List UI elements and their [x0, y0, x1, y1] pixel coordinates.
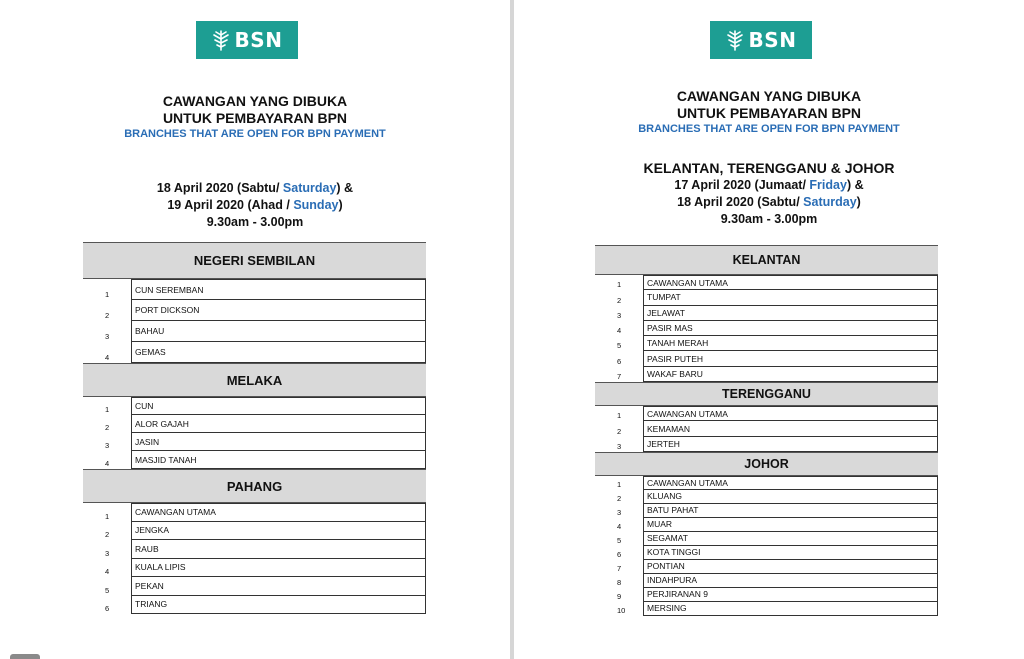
branch-name: JELAWAT: [643, 306, 938, 321]
branch-name: SEGAMAT: [643, 532, 938, 546]
bsn-logo: [196, 21, 298, 59]
row-number: 1: [617, 411, 622, 421]
table-row: [595, 290, 938, 305]
table-row: [595, 306, 938, 321]
subtitle: BRANCHES THAT ARE OPEN FOR BPN PAYMENT: [638, 123, 900, 135]
table-row: [595, 560, 938, 574]
row-number: 6: [617, 356, 622, 366]
branch-name: CAWANGAN UTAMA: [643, 476, 938, 490]
branch-name: PONTIAN: [643, 560, 938, 574]
row-number: 3: [617, 441, 622, 451]
branch-table-right: [595, 245, 938, 616]
date-line-1: 17 April 2020 (Jumaat/ Friday) &: [674, 178, 864, 192]
section-header: JOHOR: [595, 452, 938, 476]
region-title: KELANTAN, TERENGGANU & JOHOR: [643, 160, 895, 176]
branch-name: MASJID TANAH: [131, 451, 426, 469]
row-number: 2: [617, 295, 622, 305]
table-row: [83, 522, 426, 541]
subtitle: BRANCHES THAT ARE OPEN FOR BPN PAYMENT: [124, 128, 386, 140]
branch-name: PORT DICKSON: [131, 300, 426, 321]
row-number: 2: [617, 426, 622, 436]
row-number: 6: [105, 604, 110, 613]
section-header: KELANTAN: [595, 245, 938, 275]
date-block-left: [0, 180, 510, 231]
branch-name: RAUB: [131, 540, 426, 559]
branch-name: MERSING: [643, 602, 938, 616]
table-row: [595, 504, 938, 518]
branch-name: JERTEH: [643, 437, 938, 452]
row-number: 4: [105, 567, 110, 576]
row-number: 4: [105, 353, 110, 362]
table-row: [595, 321, 938, 336]
row-number: 2: [105, 530, 110, 539]
date-line-1: 18 April 2020 (Sabtu/ Saturday) &: [156, 181, 354, 195]
row-number: 1: [617, 479, 622, 489]
row-number: 4: [617, 521, 622, 531]
row-number: 3: [617, 507, 622, 517]
row-number: 7: [617, 372, 622, 382]
branch-name: TANAH MERAH: [643, 336, 938, 351]
branch-name: CUN SEREMBAN: [131, 279, 426, 300]
row-number: 7: [617, 563, 622, 573]
row-number: 3: [105, 548, 110, 558]
table-row: [595, 367, 938, 382]
table-row: [83, 415, 426, 433]
title-line-1: CAWANGAN YANG DIBUKA: [162, 93, 348, 109]
branch-name: WAKAF BARU: [643, 367, 938, 382]
logo-text: BSN: [748, 28, 797, 52]
branch-name: PASIR PUTEH: [643, 351, 938, 366]
table-row: [83, 451, 426, 469]
row-number: 10: [617, 605, 626, 615]
branch-name: PEKAN: [131, 577, 426, 596]
branch-name: BATU PAHAT: [643, 504, 938, 518]
row-number: 5: [617, 535, 622, 545]
table-row: [83, 503, 426, 522]
row-number: 9: [617, 591, 622, 601]
branch-name: INDAHPURA: [643, 574, 938, 588]
section-header: PAHANG: [83, 469, 426, 503]
row-number: 2: [105, 311, 110, 320]
table-row: [595, 421, 938, 436]
branch-name: GEMAS: [131, 342, 426, 363]
row-number: 1: [617, 280, 622, 290]
table-row: [83, 342, 426, 363]
branch-name: KLUANG: [643, 490, 938, 504]
row-number: 2: [617, 493, 622, 503]
section-header: MELAKA: [83, 363, 426, 397]
section-header: NEGERI SEMBILAN: [83, 242, 426, 279]
date-block-right: [514, 160, 1024, 228]
table-row: [595, 490, 938, 504]
bsn-tree-icon: [212, 29, 230, 51]
row-number: 1: [105, 511, 110, 521]
table-row: [595, 275, 938, 290]
header-block-left: [0, 93, 510, 141]
date-line-2: 18 April 2020 (Sabtu/ Saturday): [677, 195, 861, 209]
branch-name: KEMAMAN: [643, 421, 938, 436]
table-row: [595, 476, 938, 490]
table-row: [83, 577, 426, 596]
table-row: [83, 559, 426, 578]
branch-name: TUMPAT: [643, 290, 938, 305]
table-row: [595, 518, 938, 532]
table-row: [83, 433, 426, 451]
row-number: 4: [617, 326, 622, 336]
branch-name: PERJIRANAN 9: [643, 588, 938, 602]
branch-name: MUAR: [643, 518, 938, 532]
table-row: [595, 406, 938, 421]
branch-name: KOTA TINGGI: [643, 546, 938, 560]
title-line-1: CAWANGAN YANG DIBUKA: [676, 88, 862, 104]
branch-name: ALOR GAJAH: [131, 415, 426, 433]
table-row: [595, 532, 938, 546]
title-line-2: UNTUK PEMBAYARAN BPN: [676, 105, 862, 121]
table-row: [595, 602, 938, 616]
row-number: 8: [617, 577, 622, 587]
table-row: [595, 437, 938, 452]
branch-table-left: [83, 242, 426, 614]
row-number: 6: [617, 549, 622, 559]
row-number: 3: [617, 310, 622, 320]
date-line-2: 19 April 2020 (Ahad / Sunday): [167, 198, 343, 212]
table-row: [595, 588, 938, 602]
title-line-2: UNTUK PEMBAYARAN BPN: [162, 110, 348, 126]
table-row: [595, 574, 938, 588]
branch-name: JENGKA: [131, 522, 426, 541]
branch-name: BAHAU: [131, 321, 426, 342]
bsn-tree-icon: [726, 29, 744, 51]
row-number: 2: [105, 423, 110, 432]
table-row: [83, 540, 426, 559]
table-row: [595, 351, 938, 366]
row-number: 5: [617, 341, 622, 351]
branch-name: CAWANGAN UTAMA: [131, 503, 426, 522]
branch-name: KUALA LIPIS: [131, 559, 426, 578]
time-line: 9.30am - 3.00pm: [720, 212, 818, 226]
header-block-right: [514, 88, 1024, 136]
branch-name: CUN: [131, 397, 426, 415]
table-row: [83, 596, 426, 615]
section-header: TERENGGANU: [595, 382, 938, 406]
branch-name: CAWANGAN UTAMA: [643, 406, 938, 421]
branch-name: CAWANGAN UTAMA: [643, 275, 938, 290]
row-number: 3: [105, 441, 110, 450]
window-tab: [10, 654, 40, 659]
branch-name: TRIANG: [131, 596, 426, 615]
row-number: 3: [105, 332, 110, 341]
row-number: 4: [105, 459, 110, 468]
table-row: [595, 546, 938, 560]
row-number: 5: [105, 585, 110, 595]
bsn-logo: [710, 21, 812, 59]
row-number: 1: [105, 405, 110, 414]
table-row: [83, 279, 426, 300]
table-row: [83, 300, 426, 321]
branch-name: PASIR MAS: [643, 321, 938, 336]
time-line: 9.30am - 3.00pm: [206, 215, 304, 229]
table-row: [595, 336, 938, 351]
table-row: [83, 321, 426, 342]
table-row: [83, 397, 426, 415]
logo-text: BSN: [234, 28, 283, 52]
row-number: 1: [105, 290, 110, 299]
branch-name: JASIN: [131, 433, 426, 451]
